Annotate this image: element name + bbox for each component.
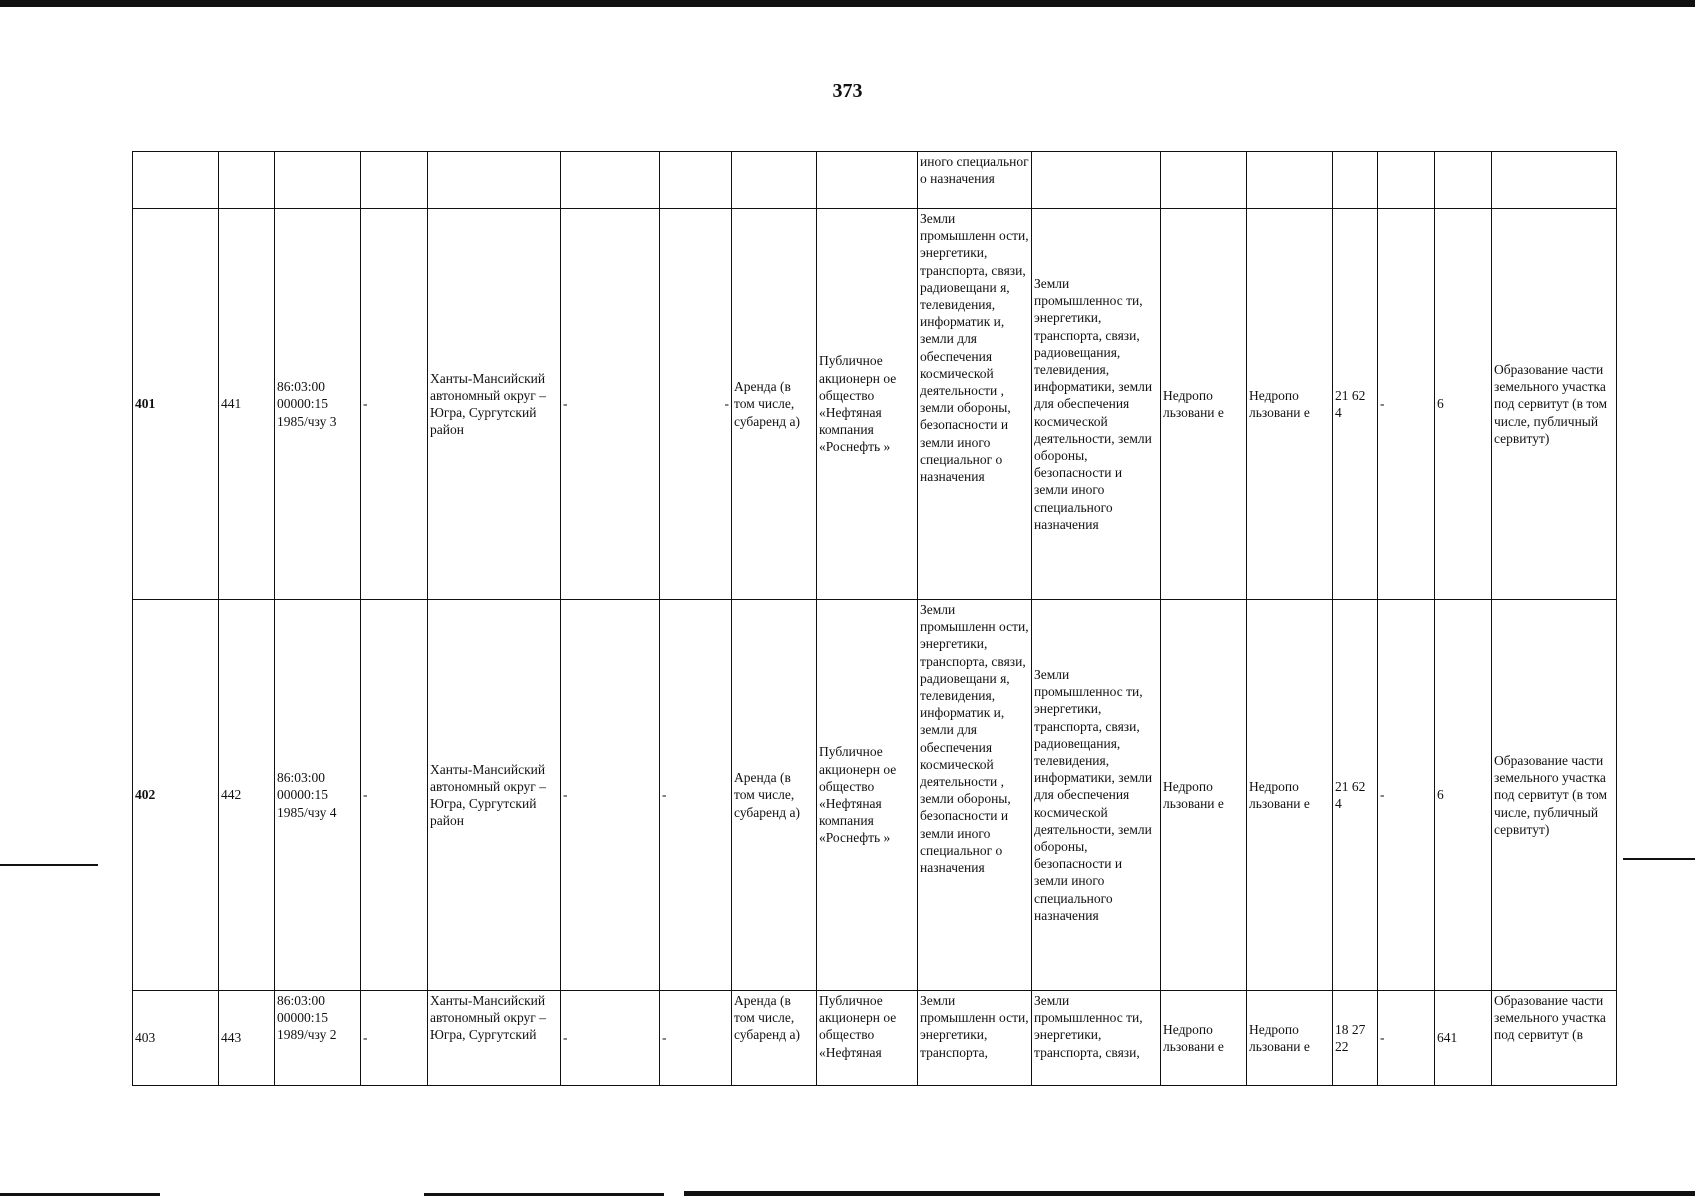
row-number: 402 <box>133 600 219 991</box>
table-row <box>133 991 1617 1086</box>
cell-dash: - <box>660 991 732 1086</box>
right-type: Аренда (в том числе, субаренд а) <box>732 600 817 991</box>
location: Ханты-Мансийский автономный округ – Югра, Сургутский район <box>428 600 561 991</box>
cell-dash: - <box>561 209 660 600</box>
row-number: 401 <box>133 209 219 600</box>
continuation-category-cell: иного специальног о назначения <box>918 152 1032 209</box>
land-category-2: Земли промышленнос ти, энергетики, транспорта, связи, радиовещания, телевидения, информатики, земли для обеспечения космической деятельности, земли обороны, безопасности и земли иного специального назначения <box>1032 209 1161 600</box>
cell-dash: - <box>1378 600 1435 991</box>
land-category: Земли промышленн ости, энергетики, транспорта, <box>918 991 1032 1086</box>
row-number: 403 <box>133 991 219 1086</box>
location: Ханты-Мансийский автономный округ – Югра, Сургутский район <box>428 209 561 600</box>
purpose: Образование части земельного участка под сервитут (в том числе, публичный сервитут) <box>1492 209 1617 600</box>
table-row <box>133 600 1617 991</box>
page-number: 373 <box>832 80 863 102</box>
row-index: 443 <box>219 991 275 1086</box>
land-category-2: Земли промышленнос ти, энергетики, транспорта, связи, <box>1032 991 1161 1086</box>
cell-dash: - <box>361 991 428 1086</box>
land-category: Земли промышленн ости, энергетики, транспорта, связи, радиовещани я, телевидения, информатик и, земли для обеспечения космической деятельности , земли обороны, безопасности и земли иного специальног о назначения <box>918 209 1032 600</box>
land-category: Земли промышленн ости, энергетики, транспорта, связи, радиовещани я, телевидения, информатик и, земли для обеспечения космической деятельности , земли обороны, безопасности и земли иного специальног о назначения <box>918 600 1032 991</box>
cell-value: 6 <box>1435 209 1492 600</box>
land-category-2: Земли промышленнос ти, энергетики, транспорта, связи, радиовещания, телевидения, информатики, земли для обеспечения космической деятельности, земли обороны, безопасности и земли иного специального назначения <box>1032 600 1161 991</box>
right-type: Аренда (в том числе, субаренд а) <box>732 209 817 600</box>
actual-use: Недропо льзовани е <box>1247 991 1333 1086</box>
register-table <box>132 151 1617 1086</box>
right-type: Аренда (в том числе, субаренд а) <box>732 991 817 1086</box>
area: 21 62 4 <box>1333 209 1378 600</box>
cell-dash: - <box>660 600 732 991</box>
right-holder: Публичное акционерн ое общество «Нефтяная <box>817 991 918 1086</box>
location: Ханты-Мансийский автономный округ – Югра, Сургутский <box>428 991 561 1086</box>
cell-dash: - <box>1378 991 1435 1086</box>
cell-value: 6 <box>1435 600 1492 991</box>
scan-line-left <box>0 864 98 866</box>
top-border <box>0 0 1695 7</box>
cadastral-number: 86:03:00 00000:15 1985/чзу 3 <box>275 209 361 600</box>
area: 18 27 22 <box>1333 991 1378 1086</box>
cadastral-number: 86:03:00 00000:15 1985/чзу 4 <box>275 600 361 991</box>
cell-dash: - <box>561 600 660 991</box>
permitted-use: Недропо льзовани е <box>1161 209 1247 600</box>
cell-dash: - <box>660 209 732 600</box>
cell-value: 641 <box>1435 991 1492 1086</box>
actual-use: Недропо льзовани е <box>1247 209 1333 600</box>
cell-dash: - <box>361 600 428 991</box>
actual-use: Недропо льзовани е <box>1247 600 1333 991</box>
scan-line-bottom-left <box>0 1193 160 1196</box>
permitted-use: Недропо льзовани е <box>1161 600 1247 991</box>
scan-line-bottom-mid <box>424 1193 664 1196</box>
cadastral-number: 86:03:00 00000:15 1989/чзу 2 <box>275 991 361 1086</box>
cell-dash: - <box>1378 209 1435 600</box>
area: 21 62 4 <box>1333 600 1378 991</box>
scan-line-bottom-right <box>684 1191 1695 1196</box>
table-row <box>133 209 1617 600</box>
row-index: 442 <box>219 600 275 991</box>
cell-dash: - <box>561 991 660 1086</box>
row-index: 441 <box>219 209 275 600</box>
purpose: Образование части земельного участка под сервитут (в том числе, публичный сервитут) <box>1492 600 1617 991</box>
permitted-use: Недропо льзовани е <box>1161 991 1247 1086</box>
scan-line-right <box>1623 858 1695 860</box>
continuation-row <box>133 152 1617 209</box>
right-holder: Публичное акционерн ое общество «Нефтяная компания «Роснефть » <box>817 600 918 991</box>
cell-dash: - <box>361 209 428 600</box>
right-holder: Публичное акционерн ое общество «Нефтяная компания «Роснефть » <box>817 209 918 600</box>
purpose: Образование части земельного участка под сервитут (в <box>1492 991 1617 1086</box>
